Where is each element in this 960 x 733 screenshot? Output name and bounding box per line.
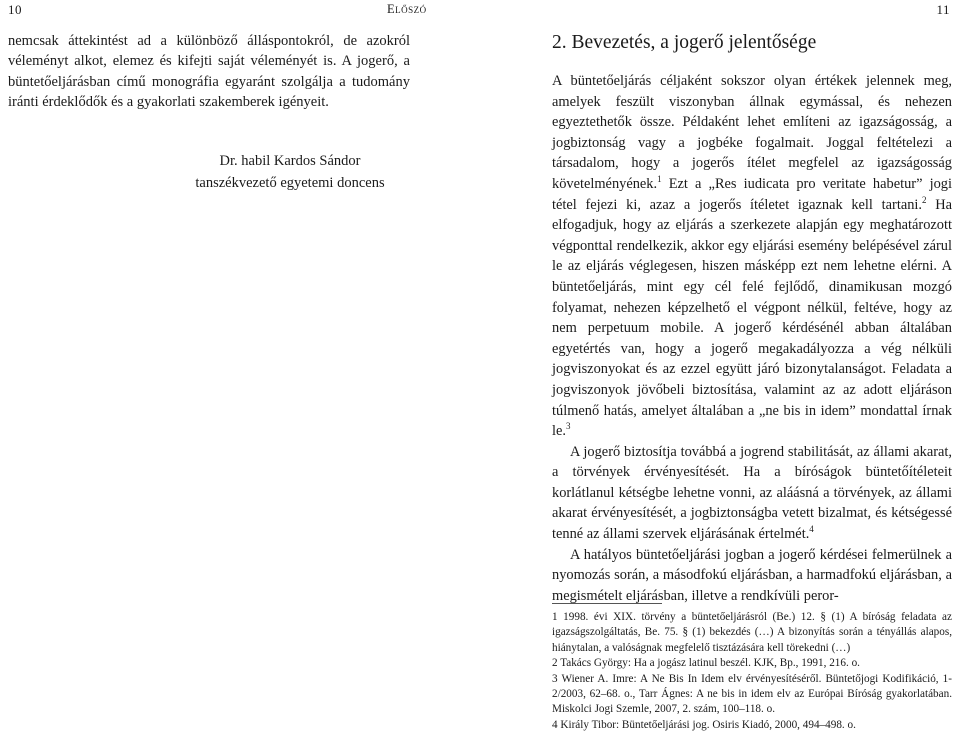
- body-paragraph-1: [552, 71, 952, 442]
- section-heading: 2. Bevezetés, a jogerő jelentősége: [552, 32, 817, 53]
- footnote-3: 3 Wiener A. Imre: A Ne Bis In Idem elv érvényesítéséről. Büntetőjogi Kodifikáció, 1-2/2003, 62–68. o., Tarr Ágnes: A ne bis in idem elv az Európai Bíróság gyakorlatában. Miskolci Jogi Szemle, 2007, 2. szám, 100–118. o.: [552, 672, 952, 716]
- paragraph-text: Ezt a „Res iudicata pro veritate habetur” jogi tétel fejezi ki, azaz a jogerős ítéletet igaznak kell tartani.: [552, 175, 952, 213]
- running-head: Előszó: [387, 2, 427, 16]
- footnotes: [552, 610, 952, 733]
- signature-title: tanszékvezető egyetemi doncens: [195, 175, 385, 191]
- footnote-4: 4 Király Tibor: Büntetőeljárási jog. Osiris Kiadó, 2000, 494–498. o.: [552, 718, 856, 731]
- signature-name: Dr. habil Kardos Sándor: [219, 153, 361, 169]
- footnote-1: 1 1998. évi XIX. törvény a büntetőeljárásról (Be.) 12. § (1) A bíróság feladata az igazságszolgáltatás, Be. 75. § (1) bekezdés (…) A bizonyítás során a tényállás alapos, hiánytalan, a valóságnak megfelelő tisztázására kell törekedni (…): [552, 611, 952, 654]
- footnote-ref-4[interactable]: 4: [809, 524, 814, 535]
- left-page-number: 10: [8, 2, 22, 17]
- paragraph-text: A büntetőeljárás céljaként sokszor olyan értékek jelennek meg, amelyek feszült viszonyban állnak egymással, és nehezen egyeztethetők össze. Példaként lehet említeni az igazságosság, a jogbiztonság vagy a jogbéke fogalmait. Joggal feltételezi a társadalom, hogy a jogerős ítélet megfelel az igazságosság követelményének.: [552, 73, 952, 192]
- paragraph-text: Ha elfogadjuk, hogy az eljárás a szerkezete alapján egy meghatározott végponttal rendelkezik, akkor egy eljárási esemény belépésével zárul le az eljárás véglegesen, hiszen másképp ezt nem lehetne elérni. A büntetőeljárás, mint egy cél felé fejlődő, dinamikusan mozgó folyamat, nehezen képzelhető el végpont nélkül, feltéve, hogy az nem perpetuum mobile. A jogerő kérdésénél abban általában egyetértés van, hogy a jogerő megakadályozza a vég nélküli jogviszonyokat és az ezzel együtt járó bizonytalanságot. Feladata a jogviszonyok jövőbeli biztosítása, valamint az az adott eljáráson túlmenő hatás, amelyet általában a „ne bis in idem” mondattal írnak le.: [552, 196, 952, 440]
- footnote-2: 2 Takács György: Ha a jogász latinul beszél. KJK, Bp., 1991, 216. o.: [552, 657, 860, 670]
- paragraph-text: A jogerő biztosítja továbbá a jogrend stabilitását, az állami akarat, a törvények érvényesítését. Ha a bíróságok büntetőítéleteit korlátlanul kétségbe lehetne vonni, az aláásná a törvények, az állami akarat érvényesítését, a jogbiztonságba vetett bizalmat, és kétségessé tenné az állami szervek eljárásának értelmét.: [552, 443, 952, 543]
- right-column: [552, 29, 952, 606]
- footnote-ref-1[interactable]: 1: [657, 174, 662, 185]
- footnote-ref-3[interactable]: 3: [565, 421, 571, 432]
- left-column: [8, 31, 410, 112]
- preface-paragraph: nemcsak áttekintést ad a különböző álláspontokról, de azokról véleményt alkot, elemez és kifejti saját véleményét is. A jogerő, a büntetőeljárásban című monográfia egyaránt szolgálja a tudomány iránti érdeklődők és a gyakorlati szakemberek igényeit.: [8, 33, 410, 110]
- body-paragraph-3: A hatályos büntetőeljárási jogban a jogerő kérdései felmerülnek a nyomozás során, a másodfokú eljárásban, a harmadfokú eljárásban, a megismételt eljárásban, illetve a rendkívüli peror-: [552, 546, 952, 604]
- right-page-number: 11: [936, 2, 950, 17]
- body-paragraph-2: [552, 442, 952, 545]
- signature-block: [170, 150, 410, 194]
- footnote-ref-2[interactable]: 2: [922, 194, 927, 205]
- footnote-divider: [552, 603, 662, 604]
